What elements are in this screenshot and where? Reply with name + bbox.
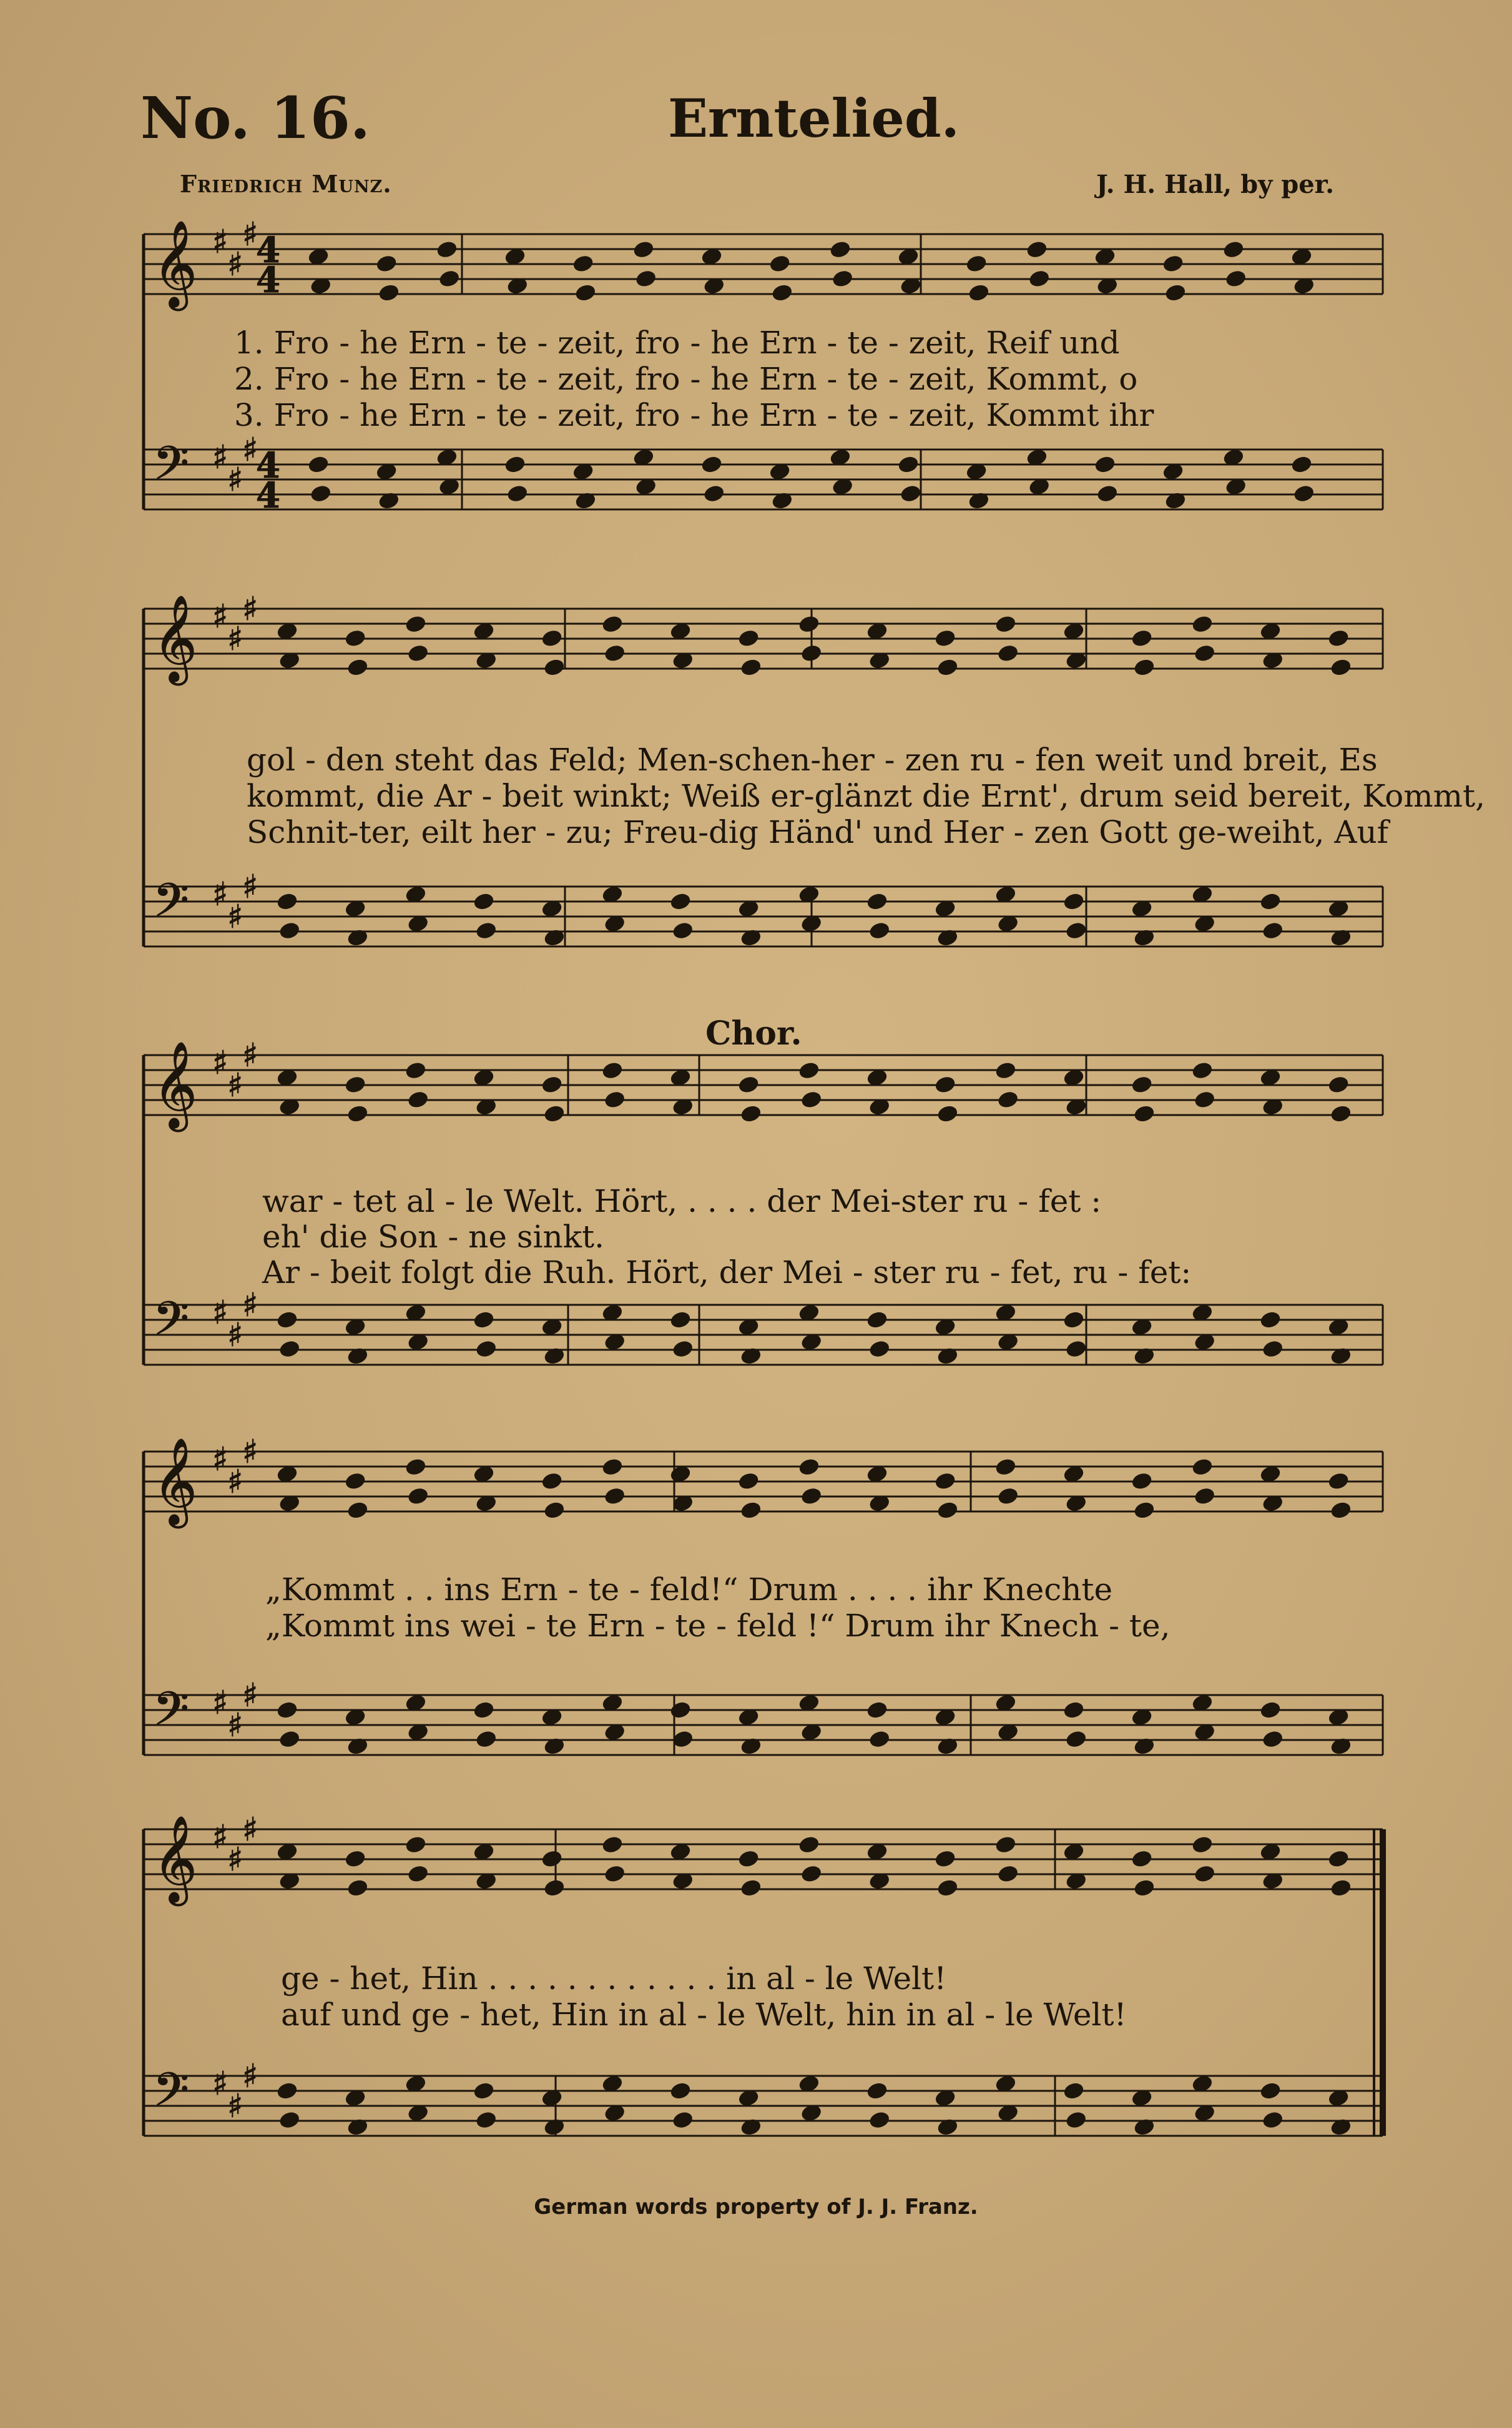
bass-clef-icon: 𝄢 <box>153 1682 189 1747</box>
note-head <box>1164 283 1187 302</box>
note-head <box>1222 240 1245 259</box>
note-head <box>604 1864 626 1884</box>
note-head <box>1063 1701 1085 1720</box>
sharp-icon: ♯ <box>227 898 243 936</box>
note-head <box>601 1457 624 1477</box>
sharp-icon: ♯ <box>227 1463 243 1501</box>
note-head <box>375 254 398 273</box>
note-head <box>1293 484 1315 503</box>
sharp-icon: ♯ <box>242 868 258 906</box>
note-head <box>868 1339 891 1359</box>
time-signature: 4 <box>256 445 280 486</box>
note-head <box>601 1061 624 1080</box>
note-head <box>1259 892 1282 912</box>
note-head <box>475 1729 498 1749</box>
note-head <box>1065 1339 1087 1359</box>
note-head <box>473 892 495 912</box>
note-head <box>276 1701 298 1720</box>
note-head <box>866 2081 888 2101</box>
copyright-footer: German words property of J. J. Franz. <box>534 2195 978 2219</box>
sharp-icon: ♯ <box>212 1684 228 1722</box>
note-head <box>768 254 791 273</box>
hymn-number: No. 16. <box>140 84 370 152</box>
note-head <box>997 1864 1019 1884</box>
lyricist-credit: Friedrich Munz. <box>180 170 392 198</box>
note-head <box>1262 921 1284 940</box>
note-head <box>829 240 852 259</box>
note-head <box>1096 484 1119 503</box>
note-head <box>1162 254 1184 273</box>
note-head <box>866 892 888 912</box>
sharp-icon: ♯ <box>227 1067 243 1104</box>
note-head <box>405 614 427 634</box>
note-head <box>1225 269 1247 288</box>
note-head <box>1131 1849 1153 1869</box>
note-head <box>737 1849 760 1869</box>
bass-clef-icon: 𝄢 <box>153 2063 189 2128</box>
note-head <box>475 2110 498 2130</box>
note-head <box>543 1104 566 1123</box>
lyric-s2-verse3: Schnit-ter, eilt her - zu; Freu-dig Händ' und Her - zen Gott ge-weiht, Auf <box>247 814 1389 850</box>
note-head <box>1290 455 1313 474</box>
note-head <box>1330 657 1352 677</box>
note-head <box>936 1104 959 1123</box>
note-head <box>1131 1472 1153 1491</box>
note-head <box>669 1701 692 1720</box>
note-head <box>405 1061 427 1080</box>
bass-clef-icon: 𝄢 <box>153 873 189 939</box>
sharp-icon: ♯ <box>212 1441 228 1478</box>
note-head <box>1028 269 1051 288</box>
note-head <box>669 1310 692 1330</box>
note-head <box>436 240 458 259</box>
note-head <box>703 484 725 503</box>
sharp-icon: ♯ <box>212 876 228 913</box>
note-head <box>672 2110 694 2130</box>
sharp-icon: ♯ <box>212 1294 228 1332</box>
note-head <box>1131 1075 1153 1094</box>
note-head <box>541 1849 563 1869</box>
treble-clef-icon: 𝄞 <box>153 220 197 307</box>
note-head <box>604 1487 626 1506</box>
lyric-s3-line2: eh' die Son - ne sinkt. <box>262 1219 604 1255</box>
note-head <box>1327 1849 1350 1869</box>
sharp-icon: ♯ <box>227 621 243 658</box>
sharp-icon: ♯ <box>242 1811 258 1849</box>
note-head <box>307 455 330 474</box>
note-head <box>344 1849 366 1869</box>
sharp-icon: ♯ <box>212 224 228 261</box>
note-head <box>572 254 594 273</box>
note-head <box>473 1701 495 1720</box>
note-head <box>574 283 597 302</box>
note-head <box>1191 1061 1214 1080</box>
note-head <box>897 455 920 474</box>
composer-credit: J. H. Hall, by per. <box>1096 170 1334 199</box>
treble-clef-icon: 𝄞 <box>153 595 197 682</box>
note-head <box>632 240 655 259</box>
note-head <box>405 1457 427 1477</box>
note-head <box>541 1472 563 1491</box>
note-head <box>1133 1500 1156 1520</box>
sharp-icon: ♯ <box>212 2065 228 2103</box>
note-head <box>541 1075 563 1094</box>
note-head <box>866 1310 888 1330</box>
note-head <box>601 614 624 634</box>
note-head <box>1063 2081 1085 2101</box>
lyric-s3-line3: Ar - beit folgt die Ruh. Hört, der Mei - ster ru - fet, ru - fet: <box>262 1254 1192 1290</box>
note-head <box>1330 1878 1352 1897</box>
sharp-icon: ♯ <box>212 439 228 476</box>
note-head <box>965 254 988 273</box>
lyric-s4-line2: „Kommt ins wei - te Ern - te - feld !“ Drum ihr Knech - te, <box>265 1608 1171 1644</box>
treble-clef-icon: 𝄞 <box>153 1041 197 1128</box>
treble-clef-icon: 𝄞 <box>153 1816 197 1902</box>
note-head <box>278 921 301 940</box>
note-head <box>276 2081 298 2101</box>
note-head <box>994 614 1017 634</box>
note-head <box>278 1729 301 1749</box>
note-head <box>438 269 461 288</box>
note-head <box>997 1487 1019 1506</box>
note-head <box>1094 455 1116 474</box>
note-head <box>868 2110 891 2130</box>
note-head <box>669 2081 692 2101</box>
note-head <box>868 921 891 940</box>
note-head <box>1133 1104 1156 1123</box>
sharp-icon: ♯ <box>242 1037 258 1074</box>
sharp-icon: ♯ <box>242 216 258 253</box>
note-head <box>994 1835 1017 1854</box>
note-head <box>407 1090 430 1109</box>
note-head <box>798 1061 820 1080</box>
bass-clef-icon: 𝄢 <box>153 436 189 502</box>
note-head <box>346 1878 369 1897</box>
note-head <box>1063 892 1085 912</box>
note-head <box>346 1500 369 1520</box>
note-head <box>740 1104 762 1123</box>
note-head <box>543 657 566 677</box>
note-head <box>700 455 723 474</box>
lyric-s2-verse2: kommt, die Ar - beit winkt; Weiß er-glänzt die Ernt', drum seid bereit, Kommt, <box>247 778 1486 814</box>
lyric-s4-line1: „Kommt . . ins Ern - te - feld!“ Drum . . . . ihr Knechte <box>265 1571 1113 1608</box>
note-head <box>934 1472 956 1491</box>
note-head <box>1327 629 1350 648</box>
note-head <box>936 1500 959 1520</box>
note-head <box>1131 629 1153 648</box>
note-head <box>936 1878 959 1897</box>
note-head <box>868 1729 891 1749</box>
note-head <box>543 1500 566 1520</box>
note-head <box>1262 2110 1284 2130</box>
note-head <box>1259 2081 1282 2101</box>
note-head <box>1065 921 1087 940</box>
note-head <box>1133 1878 1156 1897</box>
note-head <box>936 657 959 677</box>
note-head <box>1133 657 1156 677</box>
sharp-icon: ♯ <box>227 1841 243 1879</box>
note-head <box>1065 1729 1087 1749</box>
note-head <box>997 644 1019 663</box>
note-head <box>1194 1487 1216 1506</box>
note-head <box>541 629 563 648</box>
note-head <box>798 1835 820 1854</box>
note-head <box>407 1864 430 1884</box>
note-head <box>346 1104 369 1123</box>
note-head <box>346 657 369 677</box>
note-head <box>1330 1104 1352 1123</box>
chorus-label: Chor. <box>705 1015 802 1053</box>
sharp-icon: ♯ <box>212 1819 228 1856</box>
note-head <box>832 269 854 288</box>
note-head <box>1194 1090 1216 1109</box>
note-head <box>798 1457 820 1477</box>
note-head <box>344 629 366 648</box>
note-head <box>344 1472 366 1491</box>
note-head <box>378 283 400 302</box>
note-head <box>771 283 793 302</box>
note-head <box>1065 2110 1087 2130</box>
note-head <box>800 1487 823 1506</box>
note-head <box>473 2081 495 2101</box>
lyric-s3-line1: war - tet al - le Welt. Hört, . . . . der Mei-ster ru - fet : <box>262 1183 1102 1219</box>
time-signature: 4 <box>256 260 280 301</box>
note-head <box>740 1500 762 1520</box>
note-head <box>672 921 694 940</box>
note-head <box>934 1849 956 1869</box>
note-head <box>310 484 332 503</box>
note-head <box>1194 644 1216 663</box>
note-head <box>798 614 820 634</box>
note-head <box>934 1075 956 1094</box>
sharp-icon: ♯ <box>242 591 258 628</box>
note-head <box>994 1457 1017 1477</box>
sharp-icon: ♯ <box>242 1677 258 1714</box>
note-head <box>1026 240 1048 259</box>
note-head <box>543 1878 566 1897</box>
note-head <box>1259 1701 1282 1720</box>
note-head <box>1327 1075 1350 1094</box>
hymn-title: Erntelied. <box>668 87 960 149</box>
sharp-icon: ♯ <box>227 1707 243 1744</box>
note-head <box>1262 1729 1284 1749</box>
note-head <box>278 1339 301 1359</box>
sharp-icon: ♯ <box>227 2088 243 2125</box>
note-head <box>1327 1472 1350 1491</box>
note-head <box>737 1472 760 1491</box>
sharp-icon: ♯ <box>212 598 228 636</box>
note-head <box>506 484 529 503</box>
note-head <box>407 1487 430 1506</box>
lyric-s5-line2: auf und ge - het, Hin in al - le Welt, hin in al - le Welt! <box>281 1997 1127 2033</box>
note-head <box>604 1090 626 1109</box>
sharp-icon: ♯ <box>227 461 243 499</box>
note-head <box>1191 614 1214 634</box>
note-head <box>737 1075 760 1094</box>
sharp-icon: ♯ <box>242 1287 258 1324</box>
note-head <box>800 1090 823 1109</box>
note-head <box>276 1310 298 1330</box>
note-head <box>504 455 526 474</box>
note-head <box>601 1835 624 1854</box>
note-head <box>740 1878 762 1897</box>
time-signature: 4 <box>256 230 280 271</box>
bass-clef-icon: 𝄢 <box>153 1292 189 1357</box>
note-head <box>1191 1835 1214 1854</box>
note-head <box>1194 1864 1216 1884</box>
sharp-icon: ♯ <box>227 246 243 283</box>
note-head <box>997 1090 1019 1109</box>
lyric-s2-verse1: gol - den steht das Feld; Men-schen-her - zen ru - fen weit und breit, Es <box>247 742 1378 778</box>
note-head <box>1191 1457 1214 1477</box>
note-head <box>994 1061 1017 1080</box>
note-head <box>475 921 498 940</box>
lyric-s1-verse2: 2. Fro - he Ern - te - zeit, fro - he Ern - te - zeit, Kommt, o <box>234 361 1138 397</box>
note-head <box>344 1075 366 1094</box>
sharp-icon: ♯ <box>227 1317 243 1354</box>
note-head <box>900 484 922 503</box>
note-head <box>672 1339 694 1359</box>
time-signature: 4 <box>256 475 280 516</box>
lyric-s1-verse1: 1. Fro - he Ern - te - zeit, fro - he Ern - te - zeit, Reif und <box>234 325 1120 361</box>
sharp-icon: ♯ <box>242 1433 258 1471</box>
note-head <box>475 1339 498 1359</box>
note-head <box>1259 1310 1282 1330</box>
sharp-icon: ♯ <box>242 431 258 469</box>
note-head <box>934 629 956 648</box>
sharp-icon: ♯ <box>242 2058 258 2095</box>
note-head <box>473 1310 495 1330</box>
note-head <box>635 269 657 288</box>
note-head <box>405 1835 427 1854</box>
note-head <box>737 629 760 648</box>
note-head <box>278 2110 301 2130</box>
note-head <box>407 644 430 663</box>
treble-clef-icon: 𝄞 <box>153 1438 197 1525</box>
note-head <box>1262 1339 1284 1359</box>
note-head <box>800 644 823 663</box>
note-head <box>1063 1310 1085 1330</box>
note-head <box>276 892 298 912</box>
note-head <box>866 1701 888 1720</box>
sharp-icon: ♯ <box>212 1044 228 1082</box>
lyric-s1-verse3: 3. Fro - he Ern - te - zeit, fro - he Ern - te - zeit, Kommt ihr <box>234 397 1154 433</box>
lyric-s5-line1: ge - het, Hin . . . . . . . . . . . . in al - le Welt! <box>281 1960 947 1997</box>
note-head <box>800 1864 823 1884</box>
note-head <box>740 657 762 677</box>
note-head <box>604 644 626 663</box>
note-head <box>1330 1500 1352 1520</box>
note-head <box>968 283 990 302</box>
note-head <box>669 892 692 912</box>
